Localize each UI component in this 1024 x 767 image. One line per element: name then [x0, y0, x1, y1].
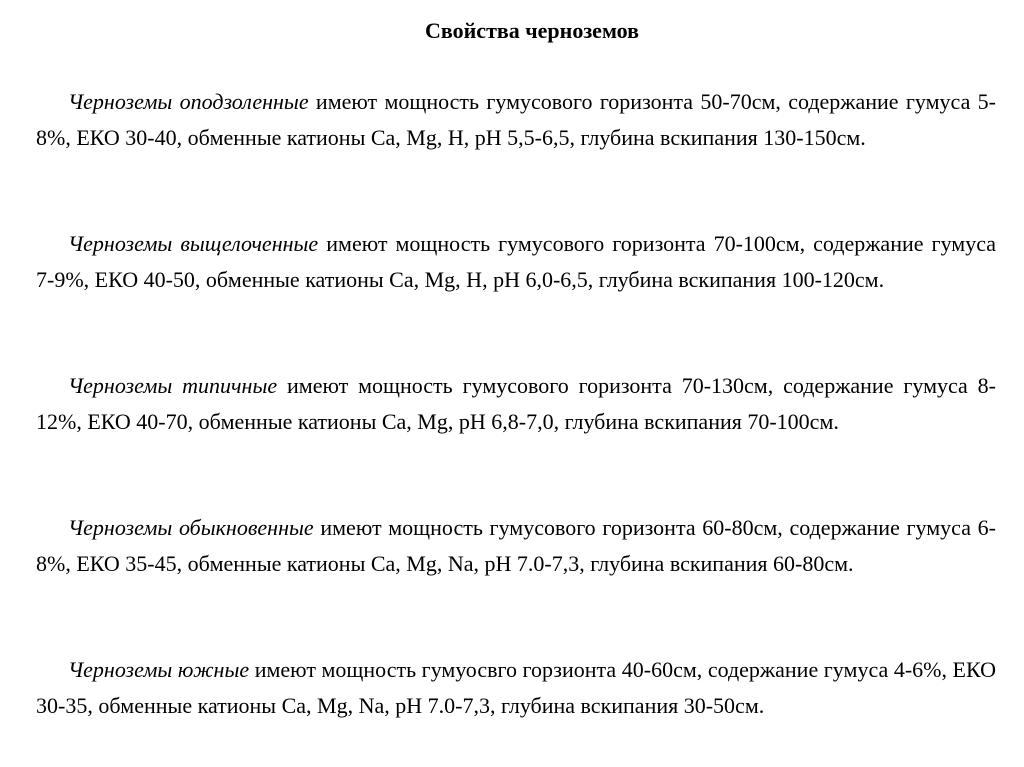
- paragraph-typical: [36, 368, 996, 440]
- paragraph-text: имеют мощность гумусового горизонта 70-130см, содержание гумуса 8-12%, ЕКО 40-70, обменные катионы Ca, Mg, pH 6,8-7,0, глубина вскипания 70-100см.: [36, 373, 997, 434]
- paragraph-text: имеют мощность гумусового горизонта 70-100см, содержание гумуса 7-9%, ЕКО 40-50, обменные катионы Ca, Mg, H, pH 6,0-6,5, глубина вскипания 100-120см.: [36, 231, 997, 292]
- paragraph-text: имеют мощность гумусового горизонта 60-80см, содержание гумуса 6-8%, ЕКО 35-45, обменные катионы Ca, Mg, Na, pH 7.0-7,3, глубина вскипания 60-80см.: [36, 515, 996, 576]
- paragraph-southern: [36, 652, 996, 724]
- paragraph-text: имеют мощность гумусового горизонта 50-70см, содержание гумуса 5-8%, ЕКО 30-40, обменные катионы Ca, Mg, H, pH 5,5-6,5, глубина вскипания 130-150см.: [36, 89, 996, 150]
- paragraph-podzolized: [36, 84, 996, 156]
- paragraph-term: Черноземы типичные: [68, 373, 278, 398]
- paragraph-term: Черноземы выщелоченные: [68, 231, 319, 256]
- paragraph-leached: [36, 226, 996, 298]
- page-title: Свойства черноземов: [425, 18, 639, 43]
- paragraph-text: имеют мощность гумуосвго горзионта 40-60см, содержание гумуса 4-6%, ЕКО 30-35, обменные катионы Ca, Mg, Na, pH 7.0-7,3, глубина вскипания 30-50см.: [36, 657, 996, 718]
- paragraph-term: Черноземы южные: [68, 657, 250, 682]
- paragraph-ordinary: [36, 510, 996, 582]
- paragraph-term: Черноземы обыкновенные: [68, 515, 314, 540]
- paragraph-term: Черноземы оподзоленные: [68, 89, 309, 114]
